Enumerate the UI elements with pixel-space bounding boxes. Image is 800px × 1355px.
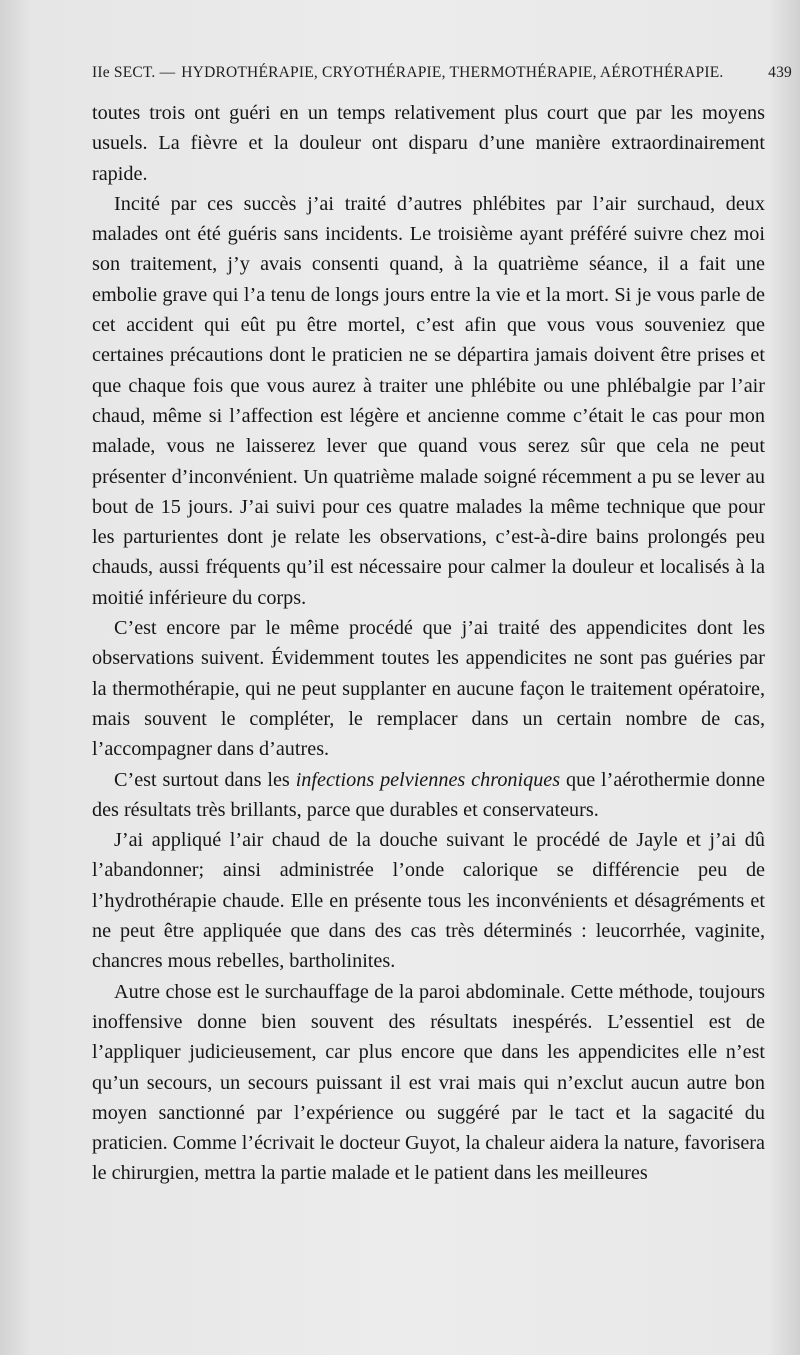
section-label: IIe SECT. — xyxy=(92,64,176,81)
paragraph-4 xyxy=(92,765,765,826)
running-head xyxy=(92,64,792,82)
paragraph-4-italic: infections pelviennes chroniques xyxy=(295,768,561,791)
paragraph-2: Incité par ces succès j’ai traité d’autres phlébites par l’air surchaud, deux malades ont été guéris sans incidents. Le troisième ayant préféré suivre chez moi son traitement, j’y avais consenti quand, à la quatrième séance, il a fait une embolie grave qui l’a tenu de longs jours entre la vie et la mort. Si je vous parle de cet accident qui eût pu être mortel, c’est afin que vous vous souveniez que certaines précautions dont le praticien ne se départira jamais doivent être prises et que chaque fois que vous aurez à traiter une phlébite ou une phlébalgie par l’air chaud, même si l’affection est légère et ancienne comme c’était le cas pour mon malade, vous ne laisserez lever que quand vous serez sûr que cela ne peut présenter d’inconvénient. Un quatrième malade soigné récemment a pu se lever au bout de 15 jours. J’ai suivi pour ces quatre malades la même technique que pour les parturientes dont je relate les observations, c’est-à-dire bains prolongés peu chauds, aussi fréquents qu’il est nécessaire pour calmer la douleur et localisés à la moitié inférieure du corps. xyxy=(92,192,765,609)
paragraph-4-end: que l’aérothermie donne des résultats très brillants, parce que durables et conservateurs. xyxy=(92,768,765,821)
paragraph-1: toutes trois ont guéri en un temps relativement plus court que par les moyens usuels. La fièvre et la douleur ont disparu d’une manière extraordinairement rapide. xyxy=(92,102,765,185)
paragraph-5: J’ai appliqué l’air chaud de la douche suivant le procédé de Jayle et j’ai dû l’abandonner; ainsi administrée l’onde calorique se différencie peu de l’hydrothérapie chaude. Elle en présente tous les inconvénients et désagréments et ne peut être appliquée que dans des cas très déterminés : leucorrhée, vaginite, chancres mous rebelles, bartholinites. xyxy=(92,829,765,973)
paragraph-6: Autre chose est le surchauffage de la paroi abdominale. Cette méthode, toujours inoffensive donne bien souvent des résultats inespérés. L’essentiel est de l’appliquer judicieusement, car plus encore que dans les appendicites elle n’est qu’un secours, un secours puissant il est vrai mais qui n’exclut aucun autre bon moyen sanctionné par l’expérience ou suggéré par le tact et la sagacité du praticien. Comme l’écrivait le docteur Guyot, la chaleur aidera la nature, favorisera le chirurgien, mettra la partie malade et le patient dans les meilleures xyxy=(92,980,765,1185)
paragraph-4-start: C’est surtout dans les xyxy=(114,768,296,791)
body-text xyxy=(92,98,765,1189)
running-title: HYDROTHÉRAPIE, CRYOTHÉRAPIE, THERMOTHÉRAPIE, AÉROTHÉRAPIE. xyxy=(181,64,724,81)
paragraph-3: C’est encore par le même procédé que j’ai traité des appendicites dont les observations suivent. Évidemment toutes les appendicites ne sont pas guéries par la thermothérapie, qui ne peut supplanter en aucune façon le traitement opératoire, mais souvent le compléter, le remplacer dans un certain nombre de cas, l’accompagner dans d’autres. xyxy=(92,617,765,761)
page-number: 439 xyxy=(768,64,792,81)
